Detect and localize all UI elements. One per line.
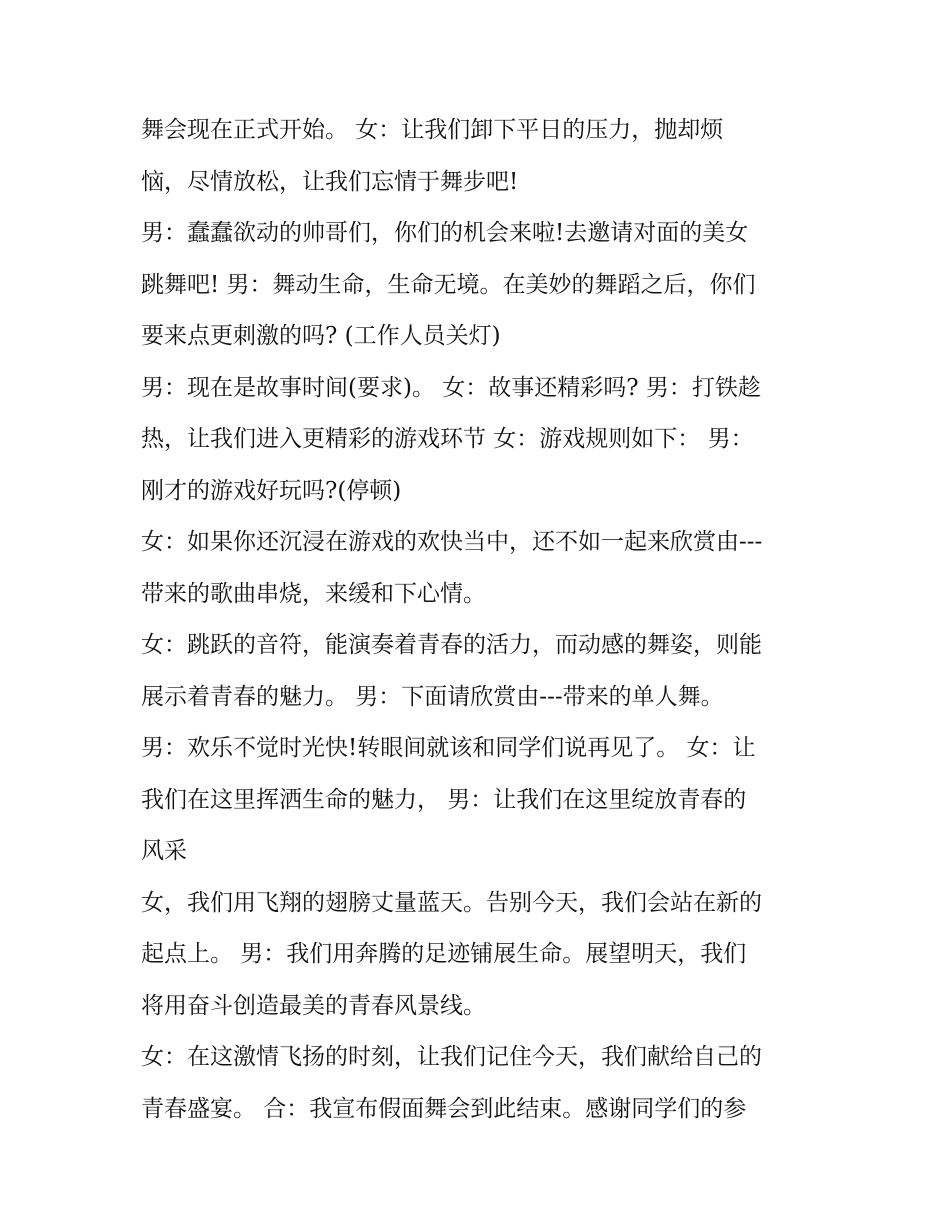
text-line: 恼，尽情放松，让我们忘情于舞步吧! — [141, 168, 519, 195]
text-line: 舞会现在正式开始。 女：让我们卸下平日的压力，抛却烦 — [141, 117, 724, 143]
text-line: 男：蠢蠢欲动的帅哥们，你们的机会来啦!去邀请对面的美女 — [141, 220, 749, 246]
text-line: 风采 — [141, 838, 187, 864]
text-line: 女：跳跃的音符，能演奏着青春的活力，而动感的舞姿，则能 — [141, 632, 762, 658]
text-line: 男：现在是故事时间(要求)。 女：故事还精彩吗? 男：打铁趁 — [141, 374, 761, 401]
text-line: 女：在这激情飞扬的时刻，让我们记住今天，我们献给自己的 — [141, 1044, 762, 1070]
text-line: 女：如果你还沉浸在游戏的欢快当中，还不如一起来欣赏由--- — [141, 529, 763, 555]
text-line: 男：欢乐不觉时光快!转眼间就该和同学们说再见了。 女：让 — [141, 735, 756, 761]
text-line: 青春盛宴。 合：我宣布假面舞会到此结束。感谢同学们的参 — [141, 1095, 747, 1122]
text-line: 热，让我们进入更精彩的游戏环节 女：游戏规则如下： 男： — [141, 426, 754, 452]
text-line: 展示着青春的魅力。 男：下面请欣赏由---带来的单人舞。 — [141, 683, 724, 710]
text-line: 跳舞吧! 男：舞动生命，生命无境。在美妙的舞蹈之后，你们 — [141, 271, 756, 298]
text-line: 我们在这里挥洒生命的魅力， 男：让我们在这里绽放青春的 — [141, 786, 747, 813]
text-line: 带来的歌曲串烧，来缓和下心情。 — [141, 580, 486, 607]
text-line: 刚才的游戏好玩吗?(停顿) — [141, 477, 402, 504]
text-line: 女，我们用飞翔的翅膀丈量蓝天。告别今天，我们会站在新的 — [141, 889, 762, 916]
text-line: 将用奋斗创造最美的青春风景线。 — [141, 992, 486, 1019]
text-line: 起点上。 男：我们用奔腾的足迹铺展生命。展望明天，我们 — [141, 941, 747, 967]
text-line: 要来点更刺激的吗? (工作人员关灯) — [141, 323, 501, 349]
document-body — [141, 110, 831, 1140]
